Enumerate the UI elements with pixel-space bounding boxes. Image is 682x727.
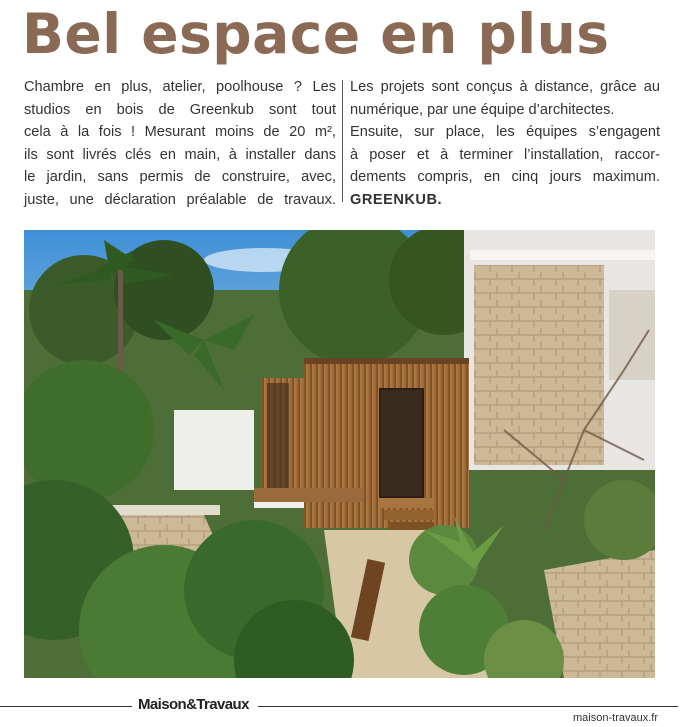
photo-credit: GREENKUB. xyxy=(350,191,443,208)
left-line: juste, une déclaration préalable de travaux. xyxy=(24,191,336,208)
right-line: Ensuite, sur place, les équipes s’engagent xyxy=(350,124,660,141)
left-line: Chambre en plus, atelier, poolhouse ? Les xyxy=(24,79,336,95)
stone-wall xyxy=(474,265,604,465)
article-title: Bel espace en plus xyxy=(22,2,610,66)
right-line: Les projets sont conçus à distance, grâce au xyxy=(350,79,660,95)
left-column-text xyxy=(24,76,336,212)
right-column-text xyxy=(350,76,660,212)
right-line: à poser et à terminer l’installation, raccor- xyxy=(350,146,660,163)
website-url: maison-travaux.fr xyxy=(573,712,658,724)
left-line: studios en bois de Greenkub sont tout xyxy=(24,101,336,118)
page-footer xyxy=(0,688,682,727)
right-line: dements compris, en cinq jours maximum. xyxy=(350,169,660,186)
magazine-logo: Maison&Travaux xyxy=(138,696,249,713)
footer-rule xyxy=(258,706,678,707)
left-line: le jardin, sans permis de construire, avec, xyxy=(24,169,336,186)
left-line: ils sont livrés clés en main, à installer dans xyxy=(24,146,336,163)
footer-rule xyxy=(0,706,132,707)
garden-studio-photo xyxy=(24,230,655,678)
left-line: cela à la fois ! Mesurant moins de 20 m², xyxy=(24,124,336,141)
column-divider xyxy=(342,80,343,202)
right-line: numérique, par une équipe d’architectes. xyxy=(350,101,615,118)
